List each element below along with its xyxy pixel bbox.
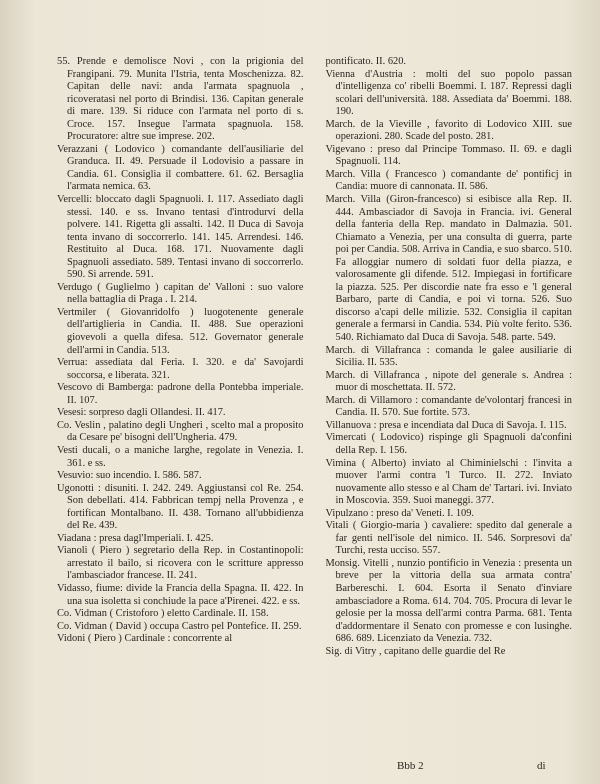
catchword: di	[537, 760, 546, 772]
index-entry: Vidasso, fiume: divide la Francia della Spagna. II. 422. In una sua isoletta si conchiude la pace a'Pirenei. 422. e ss.	[57, 582, 304, 607]
right-column	[326, 56, 573, 784]
index-entry: Co. Vidman ( David ) occupa Castro pel Pontefice. II. 259.	[57, 620, 302, 632]
index-entry: Ugonotti : disuniti. I. 242. 249. Aggiustansi col Re. 254. Son debellati. 414. Fabbrican tempj nella Provenza , e fortifican Montalbano. II. 438. Tornano all'ubbidienza del Re. 439.	[57, 482, 304, 532]
index-entry: Co. Vidman ( Cristoforo ) eletto Cardinale. II. 158.	[57, 608, 269, 620]
index-entry: Vimercati ( Lodovico) rispinge gli Spagnuoli da'confini della Rep. I. 156.	[325, 432, 572, 456]
index-entry: March. di Villafranca : comanda le galee ausiliarie di Sicilia. II. 535.	[325, 344, 572, 369]
index-entry: 55. Prende e demolisce Novi , con la prigionia del Frangipani. 79. Munita l'Istria, tenta Moschenizza. 82. Capitan delle navi: anda l'armata spagnuola , ricoveratasi nel porto di Brindisi. 136. Capitan generale di mare. 139. Si riduce con l'armata nel porto di s. Croce. 157. Insegue l'armata spagnuola. 158. Procuratore: altre sue imprese. 202.	[57, 56, 304, 143]
index-entry: March. de la Vieville , favorito di Lodovico XIII. sue operazioni. 280. Scade del posto. 281.	[325, 118, 572, 143]
index-entry: Vesesi: sorpreso dagli Ollandesi. II. 417.	[57, 407, 226, 419]
index-entry: Vitali ( Giorgio-maria ) cavaliere: spedito dal generale a far genti nell'isole del nimico. II. 546. Sorpresovi da' Turchi, resta ucciso. 557.	[325, 520, 572, 557]
left-column	[57, 56, 304, 784]
index-entry: Verrua: assediata dal Feria. I. 320. e da' Savojardi soccorsa, e liberata. 321.	[57, 357, 304, 381]
page-footer	[0, 760, 600, 774]
index-entry: Sig. di Vitry , capitano delle guardie del Re	[325, 645, 506, 657]
index-entry: Verazzani ( Lodovico ) comandante dell'ausiliarie del Granduca. II. 49. Persuade il Lodovisio a passare in Candia. 61. Consiglia il combattere. 61. 62. Bersaglia l'armata nemica. 63.	[57, 143, 304, 193]
index-entry: March. Villa (Giron-francesco) si esibisce alla Rep. II. 444. Ambasciador di Savoja in Francia. ivi. General della fanteria della Rep. mandato in Dalmazia. 501. Chiamato a Venezia, per una consulta di guerra, parte poi per Candia. 508. Arriva in Candia, e suo sbarco. 510. Fa alloggiar numero di soldati fuor della piazza, e valorosamente gli difende. 512. Impiegasi in fortificare la piazza. 525. Per discordie nate fra esso e 'l general Barbaro, parte di Candia, e poi vi torna. 526. Suo discorso a'capi delle milizie. 532. Consiglia il capitan generale a fermarsi in Candia. 534. Più volte ferito. 536. 540. Richiamato dal Duca di Savoja. 548. parte. 549.	[325, 194, 572, 344]
signature-mark: Bbb 2	[397, 760, 424, 772]
index-entry: Villanuova : presa e incendiata dal Duca di Savoja. I. 115.	[325, 419, 567, 431]
index-entry: Vimina ( Alberto) inviato al Chiminielschi : l'invita a muover l'armi contra 'l Turco. II. 272. Inviato nuovamente allo stesso e al Cham de' Tartari. ivi. Inviato in Moscovia. 359. Suoi maneggi. 377.	[325, 457, 572, 507]
index-entry: Co. Veslin , palatino degli Ungheri , scelto mal a proposito da Cesare pe' bisogni dell'Ungheria. 479.	[57, 419, 304, 444]
index-entry: Monsig. Vitelli , nunzio pontificio in Venezia : presenta un breve per la vittoria della sua armata contra' Barbereschi. I. 604. Esorta il Senato d'inviare ambasciadore a Roma. 614. 704. 705. Procura di levar le gelosie per la mossa dell'armi contra Parma. 681. Tenta d'addormentare il Senato con promesse e con lusinghe. 686. 689. Licenziato da Venezia. 732.	[325, 557, 572, 645]
index-entry: March. Villa ( Francesco ) comandante de' pontificj in Candia: muore di cannonata. II. 586.	[325, 168, 572, 193]
index-entry: Vigevano : preso dal Principe Tommaso. II. 69. e dagli Spagnuoli. 114.	[325, 143, 572, 168]
index-entry: March. di Villafranca , nipote del generale s. Andrea : muor di moschettata. II. 572.	[325, 369, 572, 394]
index-entry: Vertmiler ( Giovanridolfo ) luogotenente generale dell'artiglieria in Candia. II. 488. Sue operazioni giovevoli a quella difesa. 512. Governator generale dell'armi in Candia. 513.	[57, 306, 304, 356]
index-entry: Viadana : presa dagl'Imperiali. I. 425.	[57, 532, 214, 544]
index-entry: pontificato. II. 620.	[325, 56, 407, 67]
index-entry: Vianoli ( Piero ) segretario della Rep. in Costantinopoli: arrestato il bailo, si ricovera con le scritture appresso l'ambasciador francese. II. 241.	[57, 545, 304, 582]
index-entry: Vercelli: bloccato dagli Spagnuoli. I. 117. Assediato dagli stessi. 140. e ss. Invano tentasi d'introdurvi della polvere. 141. Rigetta gli assalti. 142. Il Duca di Savoja tenta invano di soccorrerlo. 141. 145. Arrendesi. 146. Restituito al Duca. 168. 171. Nuovamente dagli Spagnuoli assediato. 589. Tentasi invano di soccorrerlo. 590. Si arrende. 591.	[57, 194, 304, 281]
index-entry: Vienna d'Austria : molti del suo popolo passan d'intelligenza co' ribelli Boemmi. I. 187. Repressi dagli scolari dell'università. 188. Assediata da' Boemmi. 188. 190.	[325, 68, 572, 118]
index-entry: Vidoni ( Piero ) Cardinale : concorrente al	[57, 633, 233, 645]
index-entry: Vescovo di Bamberga: padrone della Pontebba imperiale. II. 107.	[57, 382, 304, 406]
index-entry: Verdugo ( Guglielmo ) capitan de' Valloni : suo valore nella battaglia di Praga . I. 214.	[57, 281, 304, 306]
index-entry: March. di Villamoro : comandante de'volontarj francesi in Candia. II. 570. Sue fortite. 573.	[325, 394, 572, 419]
index-entry: Vesuvio: suo incendio. I. 586. 587.	[57, 470, 202, 482]
index-entry: Vipulzano : preso da' Veneti. I. 109.	[325, 507, 475, 519]
index-entry: Vesti ducali, o a maniche larghe, regolate in Venezia. I. 361. e ss.	[57, 444, 304, 469]
